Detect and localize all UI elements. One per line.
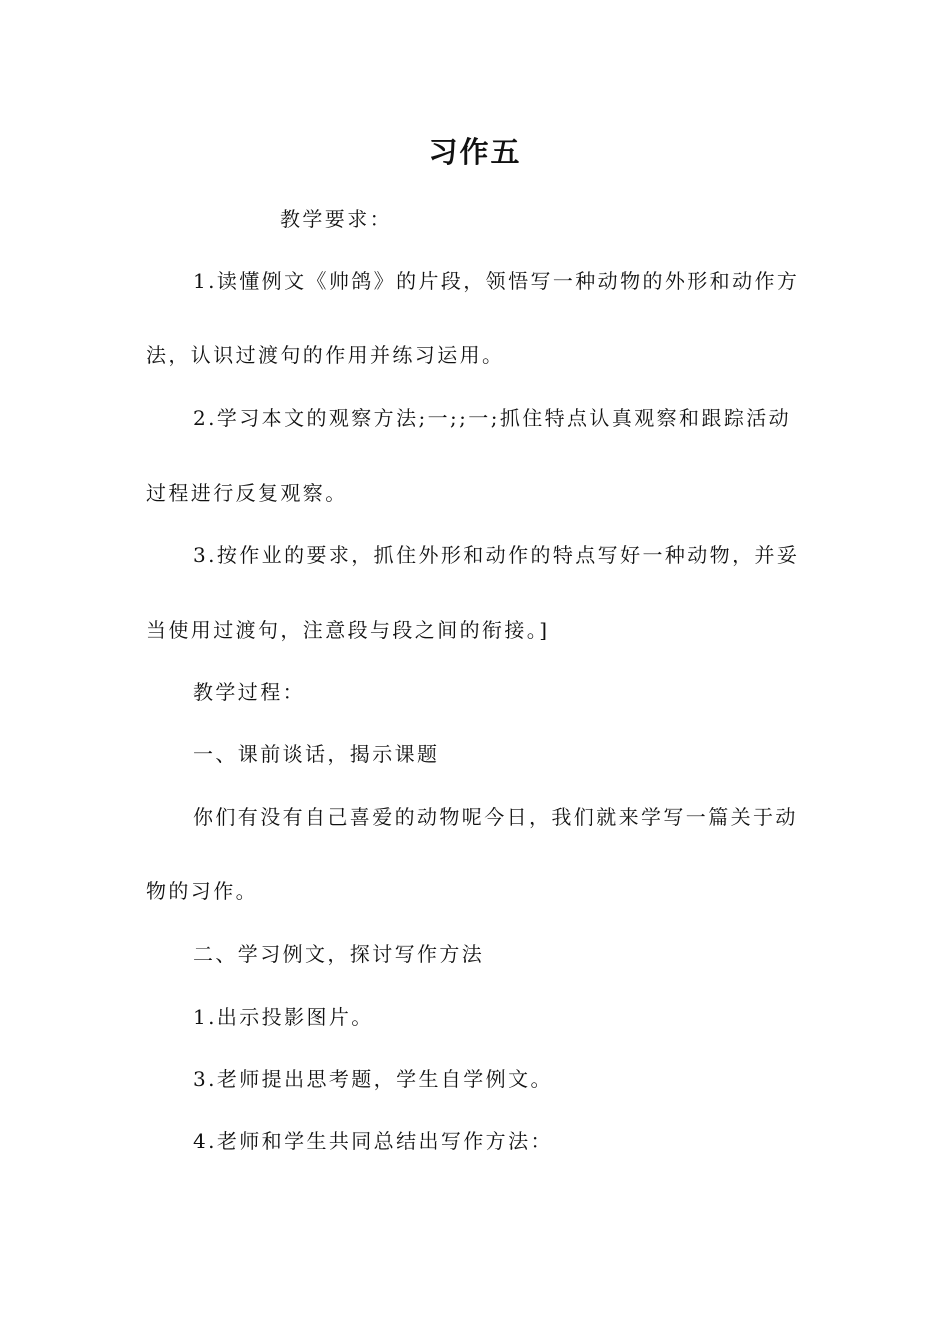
teaching-requirements-heading: 教学要求：	[280, 207, 392, 231]
requirement-2-line-1: 2.学习本文的观察方法;一;;一;抓住特点认真观察和跟踪活动	[193, 406, 792, 430]
requirement-3-line-1: 3.按作业的要求，抓住外形和动作的特点写好一种动物，并妥	[193, 543, 800, 567]
step-1: 1.出示投影图片。	[193, 1005, 374, 1029]
step-4: 4.老师和学生共同总结出写作方法：	[193, 1129, 553, 1153]
requirement-1-line-1: 1.读懂例文《帅鸽》的片段，领悟写一种动物的外形和动作方	[193, 269, 800, 293]
intro-paragraph-line-2: 物的习作。	[146, 879, 258, 903]
teaching-process-heading: 教学过程：	[193, 680, 305, 704]
requirement-3-line-2: 当使用过渡句，注意段与段之间的衔接。]	[146, 618, 550, 642]
section-1-heading: 一、课前谈话，揭示课题	[193, 742, 440, 766]
document-title: 习作五	[428, 135, 522, 169]
requirement-2-line-2: 过程进行反复观察。	[146, 481, 348, 505]
intro-paragraph-line-1: 你们有没有自己喜爱的动物呢今日，我们就来学写一篇关于动	[193, 805, 798, 829]
step-3: 3.老师提出思考题，学生自学例文。	[193, 1067, 553, 1091]
requirement-1-line-2: 法，认识过渡句的作用并练习运用。	[146, 343, 505, 367]
section-2-heading: 二、学习例文，探讨写作方法	[193, 942, 485, 966]
